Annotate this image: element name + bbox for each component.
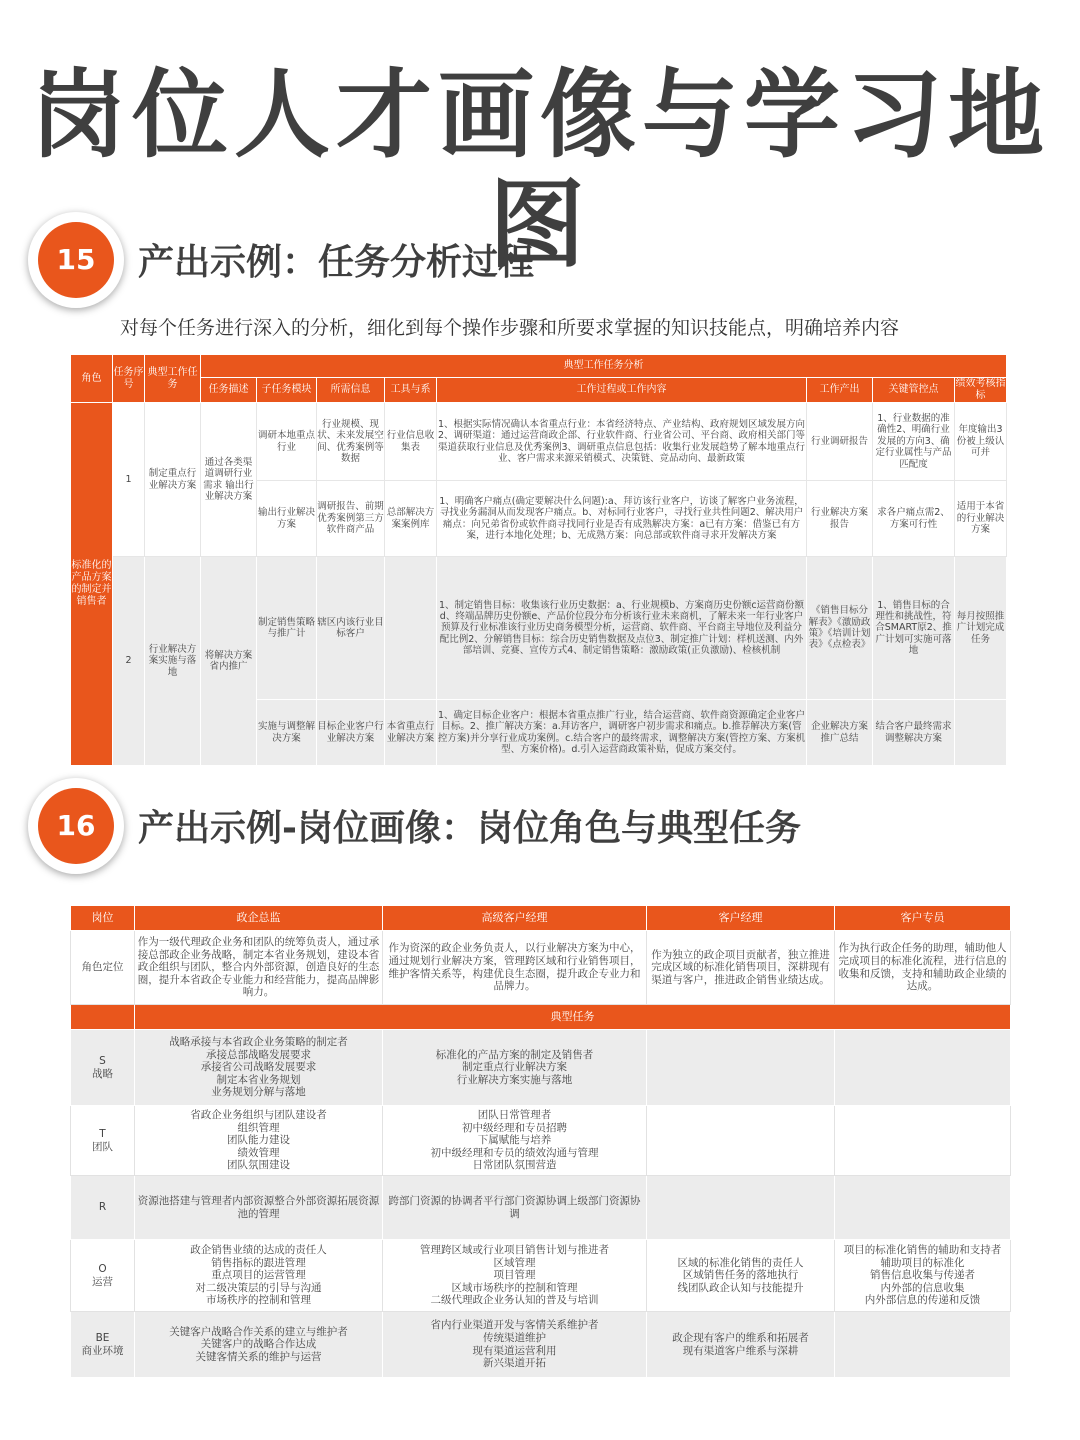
task-item: 组织管理 bbox=[237, 1121, 280, 1134]
sub-output: 《销售目标分解表》《激励政策》《培训计划表》《点检表》 bbox=[807, 557, 873, 700]
section-16-header bbox=[28, 778, 1048, 874]
sub-module: 实施与调整解决方案 bbox=[257, 700, 317, 766]
sub-module: 调研本地重点行业 bbox=[257, 403, 317, 481]
sub-control: 1、销售目标的合理性和挑战性，符合SMART原2、推广计划可实施可落地 bbox=[873, 557, 955, 700]
task-item: 辅助项目的标准化 bbox=[880, 1256, 965, 1269]
task-item: 制定本省业务规划 bbox=[216, 1073, 301, 1086]
task-cell bbox=[647, 1030, 835, 1106]
section-badge bbox=[28, 212, 124, 308]
task-item: 下属赋能与培养 bbox=[477, 1134, 552, 1147]
task-role-title: 跨部门资源的协调者平行部门资源协调上级部门资源协调 bbox=[388, 1194, 641, 1220]
header-analysis: 典型工作任务分析 bbox=[201, 355, 1007, 378]
task-cell bbox=[383, 1312, 647, 1378]
sub-process: 1、制定销售目标：收集该行业历史数据：a、行业规模b、方案商历史份额c运营商份额d、终端品牌历史份额e、产品价位段分布分析该行业未来商机，了解未来一年行业客户预算及行业标准该行业历史商务模型分析，运营商、软件商、平台商主导地位及利益分配比例2、分解销售目标：综合历史销售数据及点位3、制定推广计划：样机送测、内外部培训、竞赛、宣传方式4、制定销售策略：激励政策(正负激励)、检核机制 bbox=[437, 557, 807, 700]
task-item: 重点项目的运营管理 bbox=[211, 1269, 306, 1282]
task-item: 线团队政企认知与技能提升 bbox=[677, 1281, 804, 1294]
sub-output: 行业解决方案报告 bbox=[807, 481, 873, 557]
role-def: 作为独立的政企项目贡献者，独立推进完成区域的标准化销售项目，深耕现有渠道与客户，推进政企销售业绩达成。 bbox=[647, 931, 835, 1005]
task-cell bbox=[835, 1240, 1011, 1312]
task-item: 制定重点行业解决方案 bbox=[462, 1061, 567, 1074]
header-desc: 任务描述 bbox=[201, 378, 257, 403]
task-item: 销售信息收集与传递者 bbox=[870, 1269, 975, 1282]
task-item: 新兴渠道开拓 bbox=[483, 1357, 546, 1370]
task-item: 销售指标的跟进管理 bbox=[211, 1256, 306, 1269]
sub-info: 行业规模、现状、未来发展空间、优秀案例等数据 bbox=[317, 403, 385, 481]
task-no: 2 bbox=[113, 557, 145, 766]
task-role-title: 政企现有客户的维系和拓展者 bbox=[672, 1331, 809, 1344]
task-cell bbox=[135, 1030, 383, 1106]
dimension-code: BE bbox=[95, 1331, 110, 1344]
task-role-title: 资源池搭建与管理者内部资源整合外部资源拓展资源池的管理 bbox=[137, 1194, 380, 1220]
dimension-name: 战略 bbox=[92, 1067, 113, 1080]
task-cell bbox=[135, 1106, 383, 1176]
task-item: 团队氛围建设 bbox=[227, 1159, 290, 1172]
sub-process: 1、明确客户痛点(确定要解决什么问题):a、拜访该行业客户，访谈了解客户业务流程，寻找业务漏洞从而发现客户痛点。b、对标同行业客户，寻找行业共性问题2、解决用户痛点：向兄弟省份或软件商寻找同行业是否有成熟解决方案：a已有方案：借鉴已有方案，进行本地化处理；b、无成熟方案：向总部或软件商寻求开发解决方案 bbox=[437, 481, 807, 557]
header-process: 工作过程或工作内容 bbox=[437, 378, 807, 403]
task-item: 传统渠道维护 bbox=[483, 1331, 546, 1344]
dimension-row bbox=[71, 1106, 1011, 1176]
sub-module: 制定销售策略与推广计 bbox=[257, 557, 317, 700]
sub-tools: 行业信息收集表 bbox=[385, 403, 437, 481]
task-item: 绩效管理 bbox=[237, 1146, 280, 1159]
sub-process: 1、确定目标企业客户：根据本省重点推广行业，结合运营商、软件商资源确定企业客户目标。2、推广解决方案：a.拜访客户，调研客户初步需求和痛点。b.推荐解决方案(管控方案)并分享行业成功案例。c.结合客户的最终需求，调整解决方案(管控方案、方案机型、方案价格)。d.引入运营商政策补贴，促成方案交付。 bbox=[437, 700, 807, 766]
task-item: 现有渠道运营利用 bbox=[472, 1344, 557, 1357]
task-name: 行业解决方案实施与落地 bbox=[145, 557, 201, 766]
task-cell bbox=[383, 1176, 647, 1240]
dimension-label bbox=[71, 1176, 135, 1240]
dimension-code: R bbox=[98, 1201, 107, 1214]
dimension-code: T bbox=[99, 1127, 106, 1140]
task-cell bbox=[383, 1030, 647, 1106]
sub-info: 调研报告、前期优秀案例第三方软件商产品 bbox=[317, 481, 385, 557]
task-item: 项目管理 bbox=[493, 1269, 536, 1282]
section-subtitle: 对每个任务进行深入的分析，细化到每个操作步骤和所要求掌握的知识技能点，明确培养内容 bbox=[120, 317, 900, 339]
task-role-title: 管理跨区域或行业项目销售计划与推进者 bbox=[420, 1244, 609, 1257]
section-15-header bbox=[28, 212, 1048, 308]
dimension-row bbox=[71, 1176, 1011, 1240]
task-item: 业务规划分解与落地 bbox=[211, 1086, 306, 1099]
sub-output: 企业解决方案推广总结 bbox=[807, 700, 873, 766]
role-def: 作为一级代理政企业务和团队的统筹负责人，通过承接总部政企业务战略，制定本省业务规划，建设本省政企组织与团队，整合内外部资源，创造良好的生态圈，提升本省政企专业能力和经营能力，提高品牌影响力。 bbox=[135, 931, 383, 1005]
task-item: 初中级经理和专员的绩效沟通与管理 bbox=[430, 1146, 599, 1159]
sub-tools: 总部解决方案案例库 bbox=[385, 481, 437, 557]
task-item: 区域管理 bbox=[493, 1256, 536, 1269]
task-role-title: 省政企业务组织与团队建设者 bbox=[190, 1109, 327, 1122]
header-role: 角色 bbox=[71, 355, 113, 403]
sub-control: 结合客户最终需求调整解决方案 bbox=[873, 700, 955, 766]
sub-kpi: 适用于本省的行业解决方案 bbox=[955, 481, 1007, 557]
task-role-title: 政企销售业绩的达成的责任人 bbox=[190, 1244, 327, 1257]
task-role-title: 区域的标准化销售的责任人 bbox=[677, 1256, 804, 1269]
task-analysis-table bbox=[70, 354, 1007, 766]
header-output: 工作产出 bbox=[807, 378, 873, 403]
task-cell bbox=[835, 1030, 1011, 1106]
dimension-row bbox=[71, 1240, 1011, 1312]
task-item: 现有渠道客户维系与深耕 bbox=[682, 1344, 799, 1357]
sub-process: 1、根据实际情况确认本省重点行业：本省经济特点、产业结构、政府规划区域发展方向2、调研渠道：通过运营商政企部、行业软件商、行业省公司、平台商、政府相关部门等渠道获取行业信息及优秀案例3、调研重点信息包括：收集行业发展趋势了解本地重点行业、客户需求来源采销模式、决策链、竞品动向、最新政策 bbox=[437, 403, 807, 481]
header-position: 岗位 bbox=[71, 906, 135, 931]
header-role: 高级客户经理 bbox=[383, 906, 647, 931]
task-role-title: 关键客户战略合作关系的建立与维护者 bbox=[169, 1325, 348, 1338]
task-role-title: 团队日常管理者 bbox=[477, 1109, 552, 1122]
sub-tools bbox=[385, 557, 437, 700]
task-item: 行业解决方案实施与落地 bbox=[456, 1073, 573, 1086]
dimension-row bbox=[71, 1030, 1011, 1106]
task-item: 内外部信息的传递和反馈 bbox=[864, 1294, 981, 1307]
task-cell bbox=[647, 1312, 835, 1378]
task-cell bbox=[835, 1176, 1011, 1240]
task-item: 关键客户的战略合作达成 bbox=[200, 1338, 317, 1351]
header-typical-tasks: 典型任务 bbox=[135, 1005, 1011, 1030]
sub-tools: 本省重点行业解决方案 bbox=[385, 700, 437, 766]
task-cell bbox=[835, 1312, 1011, 1378]
dimension-name: 商业环境 bbox=[81, 1344, 124, 1357]
task-desc: 通过各类渠道调研行业需求 输出行业解决方案 bbox=[201, 403, 257, 557]
sub-kpi: 每月按照推广计划完成任务 bbox=[955, 557, 1007, 700]
task-cell bbox=[135, 1312, 383, 1378]
header-typical-task: 典型工作任务 bbox=[145, 355, 201, 403]
task-item: 关键客情关系的维护与运营 bbox=[195, 1350, 322, 1363]
task-cell bbox=[647, 1240, 835, 1312]
task-cell bbox=[835, 1106, 1011, 1176]
sub-kpi bbox=[955, 700, 1007, 766]
section-badge bbox=[28, 778, 124, 874]
task-item: 承接省公司战略发展要求 bbox=[200, 1061, 317, 1074]
task-cell bbox=[135, 1176, 383, 1240]
task-item: 市场秩序的控制和管理 bbox=[206, 1294, 311, 1307]
sub-output: 行业调研报告 bbox=[807, 403, 873, 481]
role-task-table bbox=[70, 905, 1011, 1378]
header-role: 政企总监 bbox=[135, 906, 383, 931]
dimension-name: 运营 bbox=[92, 1275, 113, 1288]
header-role: 客户专员 bbox=[835, 906, 1011, 931]
role-cell: 标准化的产品方案的制定并销售者 bbox=[71, 403, 113, 766]
role-def-label: 角色定位 bbox=[71, 931, 135, 1005]
header-control: 关键管控点 bbox=[873, 378, 955, 403]
task-item: 内外部的信息收集 bbox=[880, 1281, 965, 1294]
task-cell bbox=[647, 1106, 835, 1176]
task-role-title: 项目的标准化销售的辅助和支持者 bbox=[843, 1244, 1002, 1257]
header-info: 所需信息 bbox=[317, 378, 385, 403]
task-item: 二级代理政企业务认知的普及与培训 bbox=[430, 1294, 599, 1307]
dimension-code: S bbox=[99, 1054, 106, 1067]
sub-info: 目标企业客户行业解决方案 bbox=[317, 700, 385, 766]
dimension-label bbox=[71, 1106, 135, 1176]
task-cell bbox=[135, 1240, 383, 1312]
task-item: 初中级经理和专员招聘 bbox=[462, 1121, 567, 1134]
dimension-row bbox=[71, 1312, 1011, 1378]
task-cell bbox=[647, 1176, 835, 1240]
section-title: 产出示例-岗位画像：岗位角色与典型任务 bbox=[138, 808, 801, 849]
header-tools: 工具与系 bbox=[385, 378, 437, 403]
task-item: 团队能力建设 bbox=[227, 1134, 290, 1147]
task-item: 日常团队氛围营造 bbox=[472, 1159, 557, 1172]
task-role-title: 战略承接与本省政企业务策略的制定者 bbox=[169, 1036, 348, 1049]
section-number: 16 bbox=[38, 788, 114, 864]
header-spacer bbox=[71, 1005, 135, 1030]
dimension-code: O bbox=[98, 1262, 107, 1275]
header-kpi: 绩效考核指标 bbox=[955, 378, 1006, 401]
section-number: 15 bbox=[38, 222, 114, 298]
section-title: 产出示例：任务分析过程 bbox=[138, 242, 535, 283]
task-role-title: 省内行业渠道开发与客情关系维护者 bbox=[430, 1319, 599, 1332]
role-def: 作为资深的政企业务负责人，以行业解决方案为中心，通过规划行业解决方案，管理跨区域和行业销售项目，维护客情关系等，构建优良生态圈，提升政企专业力和品牌力。 bbox=[383, 931, 647, 1005]
page-title: 岗位人才画像与学习地图 bbox=[30, 59, 1050, 281]
task-item: 对二级决策层的引导与沟通 bbox=[195, 1281, 322, 1294]
task-cell bbox=[383, 1106, 647, 1176]
sub-info: 辖区内该行业目标客户 bbox=[317, 557, 385, 700]
sub-control: 求各户痛点需2、方案可行性 bbox=[873, 481, 955, 557]
dimension-name: 团队 bbox=[92, 1140, 113, 1153]
dimension-label bbox=[71, 1030, 135, 1106]
sub-module: 输出行业解决方案 bbox=[257, 481, 317, 557]
dimension-label bbox=[71, 1312, 135, 1378]
header-task-no: 任务序号 bbox=[113, 355, 145, 403]
task-desc: 将解决方案省内推广 bbox=[201, 557, 257, 766]
sub-kpi: 年度输出3份被上级认可并 bbox=[955, 403, 1007, 481]
header-sub-module: 子任务模块 bbox=[257, 378, 317, 403]
task-item: 承接总部战略发展要求 bbox=[206, 1048, 311, 1061]
role-def: 作为执行政企任务的助理，辅助他人完成项目的标准化流程，进行信息的收集和反馈，支持和辅助政企业绩的达成。 bbox=[835, 931, 1011, 1005]
task-item: 区域销售任务的落地执行 bbox=[682, 1269, 799, 1282]
task-cell bbox=[383, 1240, 647, 1312]
task-name: 制定重点行业解决方案 bbox=[145, 403, 201, 557]
task-role-title: 标准化的产品方案的制定及销售者 bbox=[435, 1048, 594, 1061]
dimension-label bbox=[71, 1240, 135, 1312]
task-no: 1 bbox=[113, 403, 145, 557]
sub-control: 1、行业数据的准确性2、明确行业发展的方向3、确定行业属性与产品匹配度 bbox=[873, 403, 955, 481]
header-role: 客户经理 bbox=[647, 906, 835, 931]
task-item: 区域市场秩序的控制和管理 bbox=[451, 1281, 578, 1294]
